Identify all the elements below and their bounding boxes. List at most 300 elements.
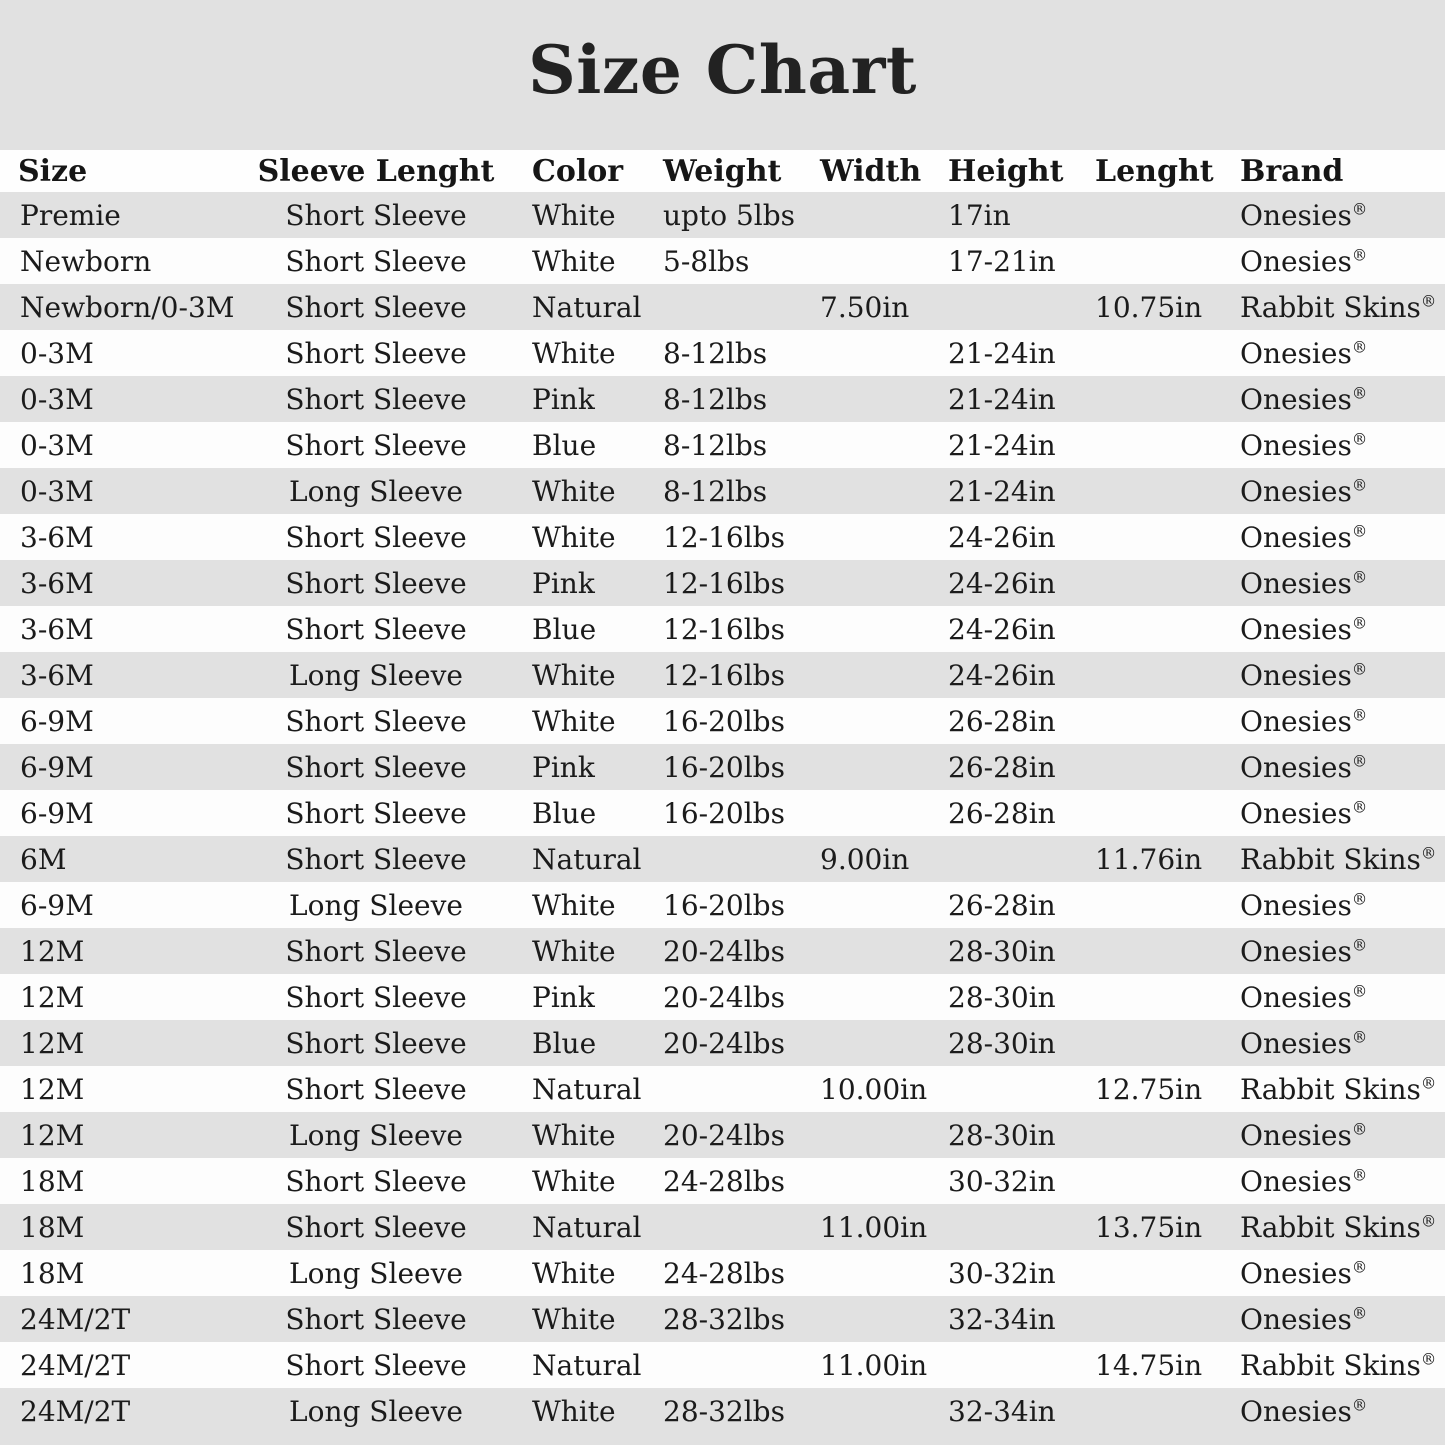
cell-sleeve: Short Sleeve: [285, 1026, 467, 1060]
registered-trademark-symbol: ®: [1351, 338, 1368, 357]
cell-size: 3-6M: [20, 520, 94, 554]
table-row: [0, 836, 1445, 882]
cell-color: White: [532, 520, 616, 554]
table-row: [0, 606, 1445, 652]
cell-width: [805, 1388, 930, 1434]
cell-weight: 28-32lbs: [663, 1302, 785, 1336]
cell-lenght: [1078, 560, 1222, 606]
cell-width: [805, 1158, 930, 1204]
brand-name: Onesies: [1240, 1302, 1352, 1336]
cell-height: 28-30in: [948, 1026, 1056, 1060]
registered-trademark-symbol: ®: [1351, 890, 1368, 909]
table-row: [0, 1296, 1445, 1342]
cell-color: White: [532, 888, 616, 922]
table-row: [0, 790, 1445, 836]
cell-sleeve: Long Sleeve: [289, 888, 463, 922]
cell-sleeve: Short Sleeve: [285, 566, 467, 600]
cell-width: [805, 514, 930, 560]
cell-width: 11.00in: [820, 1210, 928, 1244]
cell-height: 28-30in: [948, 980, 1056, 1014]
column-header-color: Color: [532, 153, 624, 189]
cell-brand: [1222, 698, 1445, 744]
cell-lenght: [1078, 238, 1222, 284]
header-row: [0, 150, 1445, 192]
cell-brand: [1222, 652, 1445, 698]
cell-sleeve: Long Sleeve: [289, 1394, 463, 1428]
cell-size: 0-3M: [20, 474, 94, 508]
cell-width: [805, 238, 930, 284]
cell-brand: [1222, 1296, 1445, 1342]
cell-color: Pink: [532, 382, 595, 416]
column-header-lenght: Lenght: [1095, 153, 1214, 189]
cell-lenght: 14.75in: [1095, 1348, 1203, 1382]
cell-color: Natural: [532, 842, 642, 876]
cell-height: 17-21in: [948, 244, 1056, 278]
cell-size: 0-3M: [20, 382, 94, 416]
cell-sleeve: Short Sleeve: [285, 704, 467, 738]
cell-height: 26-28in: [948, 796, 1056, 830]
registered-trademark-symbol: ®: [1420, 1350, 1437, 1369]
cell-weight: 12-16lbs: [663, 520, 785, 554]
cell-brand: [1222, 974, 1445, 1020]
cell-lenght: [1078, 422, 1222, 468]
cell-weight: [645, 1066, 805, 1112]
cell-lenght: [1078, 974, 1222, 1020]
cell-sleeve: Short Sleeve: [285, 842, 467, 876]
cell-lenght: [1078, 652, 1222, 698]
cell-color: White: [532, 1164, 616, 1198]
cell-color: Pink: [532, 980, 595, 1014]
cell-height: [930, 836, 1078, 882]
registered-trademark-symbol: ®: [1351, 430, 1368, 449]
cell-weight: 8-12lbs: [663, 474, 768, 508]
cell-lenght: [1078, 606, 1222, 652]
table-row: [0, 376, 1445, 422]
cell-weight: 20-24lbs: [663, 934, 785, 968]
cell-weight: 8-12lbs: [663, 428, 768, 462]
cell-sleeve: Long Sleeve: [289, 1118, 463, 1152]
cell-height: 26-28in: [948, 704, 1056, 738]
cell-weight: 16-20lbs: [663, 888, 785, 922]
cell-size: 12M: [20, 980, 85, 1014]
table-row: [0, 1020, 1445, 1066]
cell-weight: 24-28lbs: [663, 1164, 785, 1198]
cell-lenght: [1078, 192, 1222, 238]
table-row: [0, 974, 1445, 1020]
cell-color: Natural: [532, 1348, 642, 1382]
cell-width: [805, 1020, 930, 1066]
cell-brand: [1222, 1342, 1445, 1388]
cell-size: 12M: [20, 1118, 85, 1152]
cell-brand: [1222, 330, 1445, 376]
cell-width: [805, 422, 930, 468]
cell-size: 12M: [20, 1026, 85, 1060]
cell-size: Newborn: [20, 244, 152, 278]
cell-brand: [1222, 790, 1445, 836]
cell-brand: [1222, 284, 1445, 330]
brand-name: Onesies: [1240, 704, 1352, 738]
cell-brand: [1222, 468, 1445, 514]
cell-weight: [645, 1342, 805, 1388]
cell-lenght: [1078, 928, 1222, 974]
cell-width: [805, 744, 930, 790]
table-body: [0, 192, 1445, 1434]
cell-height: 24-26in: [948, 566, 1056, 600]
table-row: [0, 744, 1445, 790]
table-row: [0, 1342, 1445, 1388]
column-header-size: Size: [18, 153, 88, 189]
cell-lenght: [1078, 790, 1222, 836]
table-row: [0, 1112, 1445, 1158]
cell-width: [805, 606, 930, 652]
brand-name: Onesies: [1240, 1394, 1352, 1428]
cell-weight: 12-16lbs: [663, 658, 785, 692]
cell-height: 21-24in: [948, 336, 1056, 370]
registered-trademark-symbol: ®: [1420, 1074, 1437, 1093]
cell-width: [805, 376, 930, 422]
cell-size: 6-9M: [20, 796, 94, 830]
cell-size: 24M/2T: [20, 1394, 131, 1428]
table-row: [0, 882, 1445, 928]
cell-height: 26-28in: [948, 750, 1056, 784]
cell-width: [805, 882, 930, 928]
cell-width: 7.50in: [820, 290, 910, 324]
table-row: [0, 652, 1445, 698]
cell-sleeve: Short Sleeve: [285, 336, 467, 370]
cell-sleeve: Long Sleeve: [289, 1256, 463, 1290]
brand-name: Onesies: [1240, 1118, 1352, 1152]
registered-trademark-symbol: ®: [1351, 936, 1368, 955]
cell-weight: 20-24lbs: [663, 1026, 785, 1060]
cell-brand: [1222, 744, 1445, 790]
cell-brand: [1222, 376, 1445, 422]
cell-size: 18M: [20, 1164, 85, 1198]
table-header: [0, 150, 1445, 192]
cell-size: 0-3M: [20, 428, 94, 462]
cell-width: [805, 698, 930, 744]
brand-name: Onesies: [1240, 1026, 1352, 1060]
cell-height: 32-34in: [948, 1302, 1056, 1336]
cell-height: 24-26in: [948, 612, 1056, 646]
cell-size: 18M: [20, 1210, 85, 1244]
cell-weight: 28-32lbs: [663, 1394, 785, 1428]
brand-name: Rabbit Skins: [1240, 290, 1421, 324]
cell-lenght: [1078, 744, 1222, 790]
cell-brand: [1222, 560, 1445, 606]
cell-weight: 16-20lbs: [663, 796, 785, 830]
registered-trademark-symbol: ®: [1420, 1212, 1437, 1231]
brand-name: Onesies: [1240, 566, 1352, 600]
brand-name: Onesies: [1240, 1164, 1352, 1198]
cell-color: Pink: [532, 566, 595, 600]
brand-name: Onesies: [1240, 244, 1352, 278]
cell-brand: [1222, 1388, 1445, 1434]
cell-sleeve: Short Sleeve: [285, 1072, 467, 1106]
cell-height: 24-26in: [948, 658, 1056, 692]
column-header-height: Height: [948, 153, 1064, 189]
table-row: [0, 468, 1445, 514]
cell-size: 3-6M: [20, 612, 94, 646]
brand-name: Rabbit Skins: [1240, 1348, 1421, 1382]
cell-weight: 24-28lbs: [663, 1256, 785, 1290]
table-row: [0, 1388, 1445, 1434]
cell-brand: [1222, 1158, 1445, 1204]
cell-size: 6M: [20, 842, 67, 876]
cell-color: White: [532, 934, 616, 968]
brand-name: Onesies: [1240, 750, 1352, 784]
cell-color: Natural: [532, 1072, 642, 1106]
cell-color: White: [532, 704, 616, 738]
cell-sleeve: Short Sleeve: [285, 428, 467, 462]
cell-lenght: [1078, 882, 1222, 928]
cell-weight: 12-16lbs: [663, 612, 785, 646]
cell-height: 21-24in: [948, 428, 1056, 462]
size-chart-table: [0, 150, 1445, 1434]
cell-height: 30-32in: [948, 1164, 1056, 1198]
registered-trademark-symbol: ®: [1420, 292, 1437, 311]
cell-brand: [1222, 1020, 1445, 1066]
cell-lenght: [1078, 468, 1222, 514]
cell-sleeve: Short Sleeve: [285, 198, 467, 232]
table-row: [0, 1250, 1445, 1296]
cell-size: 6-9M: [20, 888, 94, 922]
brand-name: Onesies: [1240, 382, 1352, 416]
cell-brand: [1222, 1112, 1445, 1158]
cell-lenght: [1078, 1388, 1222, 1434]
registered-trademark-symbol: ®: [1351, 660, 1368, 679]
cell-size: 6-9M: [20, 750, 94, 784]
cell-color: White: [532, 1394, 616, 1428]
registered-trademark-symbol: ®: [1351, 1396, 1368, 1415]
cell-weight: [645, 1204, 805, 1250]
cell-size: Newborn/0-3M: [20, 290, 235, 324]
brand-name: Onesies: [1240, 796, 1352, 830]
brand-name: Onesies: [1240, 934, 1352, 968]
cell-color: White: [532, 198, 616, 232]
cell-color: Blue: [532, 1026, 597, 1060]
registered-trademark-symbol: ®: [1351, 200, 1368, 219]
cell-lenght: [1078, 698, 1222, 744]
page-title: Size Chart: [528, 31, 917, 109]
cell-weight: 12-16lbs: [663, 566, 785, 600]
cell-sleeve: Short Sleeve: [285, 796, 467, 830]
cell-size: 0-3M: [20, 336, 94, 370]
brand-name: Onesies: [1240, 888, 1352, 922]
cell-height: 21-24in: [948, 474, 1056, 508]
cell-sleeve: Long Sleeve: [289, 658, 463, 692]
cell-width: 10.00in: [820, 1072, 928, 1106]
cell-weight: 8-12lbs: [663, 336, 768, 370]
cell-lenght: [1078, 514, 1222, 560]
cell-weight: 16-20lbs: [663, 704, 785, 738]
cell-lenght: 10.75in: [1095, 290, 1203, 324]
cell-height: [930, 1066, 1078, 1112]
brand-name: Onesies: [1240, 336, 1352, 370]
cell-size: 24M/2T: [20, 1302, 131, 1336]
cell-lenght: 11.76in: [1095, 842, 1203, 876]
cell-height: 21-24in: [948, 382, 1056, 416]
registered-trademark-symbol: ®: [1351, 614, 1368, 633]
cell-brand: [1222, 514, 1445, 560]
cell-brand: [1222, 836, 1445, 882]
registered-trademark-symbol: ®: [1351, 752, 1368, 771]
registered-trademark-symbol: ®: [1351, 706, 1368, 725]
cell-lenght: [1078, 376, 1222, 422]
cell-sleeve: Short Sleeve: [285, 750, 467, 784]
cell-height: 17in: [948, 198, 1011, 232]
cell-sleeve: Short Sleeve: [285, 1348, 467, 1382]
table-row: [0, 422, 1445, 468]
cell-weight: 16-20lbs: [663, 750, 785, 784]
cell-color: White: [532, 1256, 616, 1290]
table-row: [0, 928, 1445, 974]
cell-width: [805, 790, 930, 836]
cell-weight: [645, 836, 805, 882]
table-row: [0, 330, 1445, 376]
cell-lenght: 12.75in: [1095, 1072, 1203, 1106]
cell-color: White: [532, 658, 616, 692]
cell-sleeve: Short Sleeve: [285, 612, 467, 646]
cell-width: 9.00in: [820, 842, 910, 876]
cell-size: Premie: [20, 198, 121, 232]
table-row: [0, 1066, 1445, 1112]
cell-weight: 5-8lbs: [663, 244, 750, 278]
cell-width: [805, 1296, 930, 1342]
cell-height: [930, 1204, 1078, 1250]
column-header-width: Width: [820, 153, 922, 189]
registered-trademark-symbol: ®: [1351, 1120, 1368, 1139]
brand-name: Rabbit Skins: [1240, 842, 1421, 876]
column-header-sleeve: Sleeve Lenght: [257, 153, 495, 189]
cell-lenght: [1078, 1296, 1222, 1342]
cell-lenght: 13.75in: [1095, 1210, 1203, 1244]
brand-name: Rabbit Skins: [1240, 1210, 1421, 1244]
brand-name: Onesies: [1240, 612, 1352, 646]
cell-height: 32-34in: [948, 1394, 1056, 1428]
cell-sleeve: Short Sleeve: [285, 1164, 467, 1198]
cell-brand: [1222, 1250, 1445, 1296]
cell-brand: [1222, 192, 1445, 238]
cell-size: 18M: [20, 1256, 85, 1290]
registered-trademark-symbol: ®: [1351, 1166, 1368, 1185]
cell-color: Pink: [532, 750, 595, 784]
cell-width: [805, 330, 930, 376]
table-row: [0, 1158, 1445, 1204]
registered-trademark-symbol: ®: [1351, 1028, 1368, 1047]
cell-height: 30-32in: [948, 1256, 1056, 1290]
registered-trademark-symbol: ®: [1351, 384, 1368, 403]
cell-color: White: [532, 336, 616, 370]
cell-height: [930, 284, 1078, 330]
cell-brand: [1222, 238, 1445, 284]
cell-brand: [1222, 422, 1445, 468]
cell-width: [805, 652, 930, 698]
table-row: [0, 698, 1445, 744]
cell-weight: [645, 284, 805, 330]
registered-trademark-symbol: ®: [1420, 844, 1437, 863]
table-row: [0, 238, 1445, 284]
table-row: [0, 1204, 1445, 1250]
cell-brand: [1222, 1066, 1445, 1112]
cell-height: 28-30in: [948, 934, 1056, 968]
cell-sleeve: Short Sleeve: [285, 244, 467, 278]
brand-name: Rabbit Skins: [1240, 1072, 1421, 1106]
brand-name: Onesies: [1240, 474, 1352, 508]
cell-weight: upto 5lbs: [663, 198, 796, 232]
cell-lenght: [1078, 1158, 1222, 1204]
cell-sleeve: Short Sleeve: [285, 1302, 467, 1336]
cell-color: Blue: [532, 796, 597, 830]
registered-trademark-symbol: ®: [1351, 476, 1368, 495]
cell-size: 3-6M: [20, 566, 94, 600]
cell-lenght: [1078, 1112, 1222, 1158]
cell-color: Blue: [532, 428, 597, 462]
cell-weight: 8-12lbs: [663, 382, 768, 416]
brand-name: Onesies: [1240, 520, 1352, 554]
cell-width: 11.00in: [820, 1348, 928, 1382]
cell-color: White: [532, 1118, 616, 1152]
cell-height: [930, 1342, 1078, 1388]
table-row: [0, 284, 1445, 330]
cell-color: Blue: [532, 612, 597, 646]
cell-width: [805, 468, 930, 514]
registered-trademark-symbol: ®: [1351, 246, 1368, 265]
table-row: [0, 192, 1445, 238]
cell-brand: [1222, 928, 1445, 974]
cell-height: 26-28in: [948, 888, 1056, 922]
cell-brand: [1222, 606, 1445, 652]
cell-weight: 20-24lbs: [663, 980, 785, 1014]
cell-size: 12M: [20, 934, 85, 968]
brand-name: Onesies: [1240, 198, 1352, 232]
cell-width: [805, 560, 930, 606]
column-header-weight: Weight: [663, 153, 782, 189]
cell-color: White: [532, 1302, 616, 1336]
brand-name: Onesies: [1240, 1256, 1352, 1290]
cell-weight: 20-24lbs: [663, 1118, 785, 1152]
title-band: [0, 0, 1445, 150]
registered-trademark-symbol: ®: [1351, 522, 1368, 541]
cell-sleeve: Short Sleeve: [285, 1210, 467, 1244]
registered-trademark-symbol: ®: [1351, 798, 1368, 817]
brand-name: Onesies: [1240, 980, 1352, 1014]
cell-size: 3-6M: [20, 658, 94, 692]
cell-size: 12M: [20, 1072, 85, 1106]
table-row: [0, 514, 1445, 560]
cell-color: White: [532, 474, 616, 508]
cell-lenght: [1078, 1020, 1222, 1066]
cell-color: White: [532, 244, 616, 278]
cell-width: [805, 1250, 930, 1296]
brand-name: Onesies: [1240, 658, 1352, 692]
cell-lenght: [1078, 1250, 1222, 1296]
cell-sleeve: Short Sleeve: [285, 980, 467, 1014]
cell-lenght: [1078, 330, 1222, 376]
cell-color: Natural: [532, 1210, 642, 1244]
registered-trademark-symbol: ®: [1351, 982, 1368, 1001]
cell-sleeve: Long Sleeve: [289, 474, 463, 508]
table-row: [0, 560, 1445, 606]
cell-width: [805, 974, 930, 1020]
registered-trademark-symbol: ®: [1351, 1258, 1368, 1277]
cell-width: [805, 192, 930, 238]
cell-sleeve: Short Sleeve: [285, 520, 467, 554]
cell-sleeve: Short Sleeve: [285, 382, 467, 416]
cell-width: [805, 928, 930, 974]
column-header-brand: Brand: [1240, 153, 1344, 189]
cell-brand: [1222, 882, 1445, 928]
cell-height: 24-26in: [948, 520, 1056, 554]
